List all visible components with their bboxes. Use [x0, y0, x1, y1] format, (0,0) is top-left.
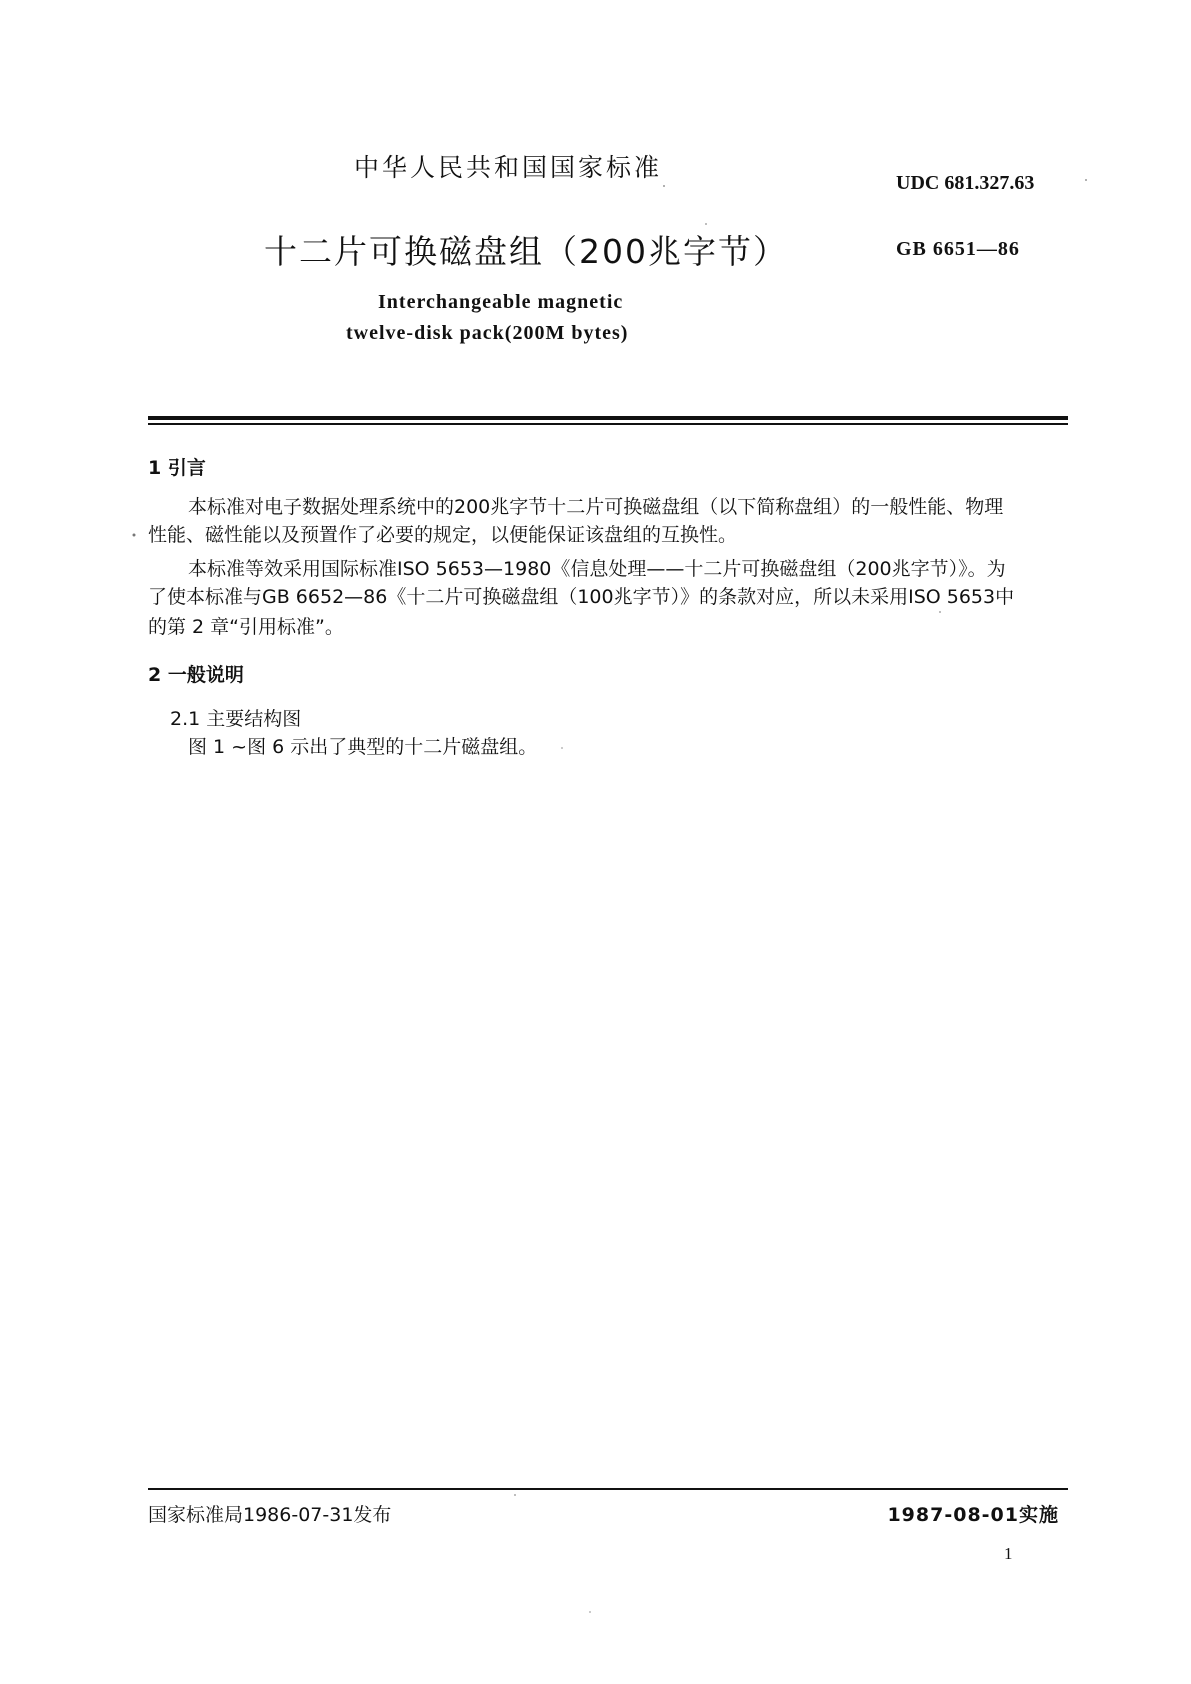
section-1-paragraph-2-line-1: 本标准等效采用国际标准ISO 5653—1980《信息处理——十二片可换磁盘组（200兆字节）》。为: [188, 558, 1006, 580]
section-1-paragraph-1-line-2: 性能、磁性能以及预置作了必要的规定，以便能保证该盘组的互换性。: [148, 524, 738, 546]
effective-date: 1987-08-01实施: [887, 1504, 1059, 1526]
section-2-heading: 2 一般说明: [148, 664, 244, 686]
document-title-chinese: 十二片可换磁盘组（200兆字节）: [264, 232, 788, 271]
section-1-heading: 1 引言: [148, 457, 206, 479]
issuing-authority-title: 中华人民共和国国家标准: [354, 153, 663, 182]
document-title-english-line-2: twelve-disk pack(200M bytes): [346, 322, 629, 344]
gb-standard-number: GB 6651—86: [896, 238, 1020, 260]
page-number: 1: [1004, 1544, 1013, 1563]
section-1-paragraph-2-line-2: 了使本标准与GB 6652—86《十二片可换磁盘组（100兆字节）》的条款对应，所以未采用ISO 5653中: [148, 586, 1015, 608]
document-title-english-line-1: Interchangeable magnetic: [378, 291, 624, 313]
udc-code: UDC 681.327.63: [896, 172, 1035, 194]
issue-date: 国家标准局1986-07-31发布: [148, 1504, 392, 1526]
section-1-paragraph-1-line-1: 本标准对电子数据处理系统中的200兆字节十二片可换磁盘组（以下简称盘组）的一般性能、物理: [188, 496, 1004, 518]
section-1-paragraph-2-line-3: 的第 2 章“引用标准”。: [148, 616, 344, 638]
section-2-1-text: 图 1 ~图 6 示出了典型的十二片磁盘组。: [188, 736, 538, 758]
section-2-1-heading: 2.1 主要结构图: [170, 708, 302, 730]
